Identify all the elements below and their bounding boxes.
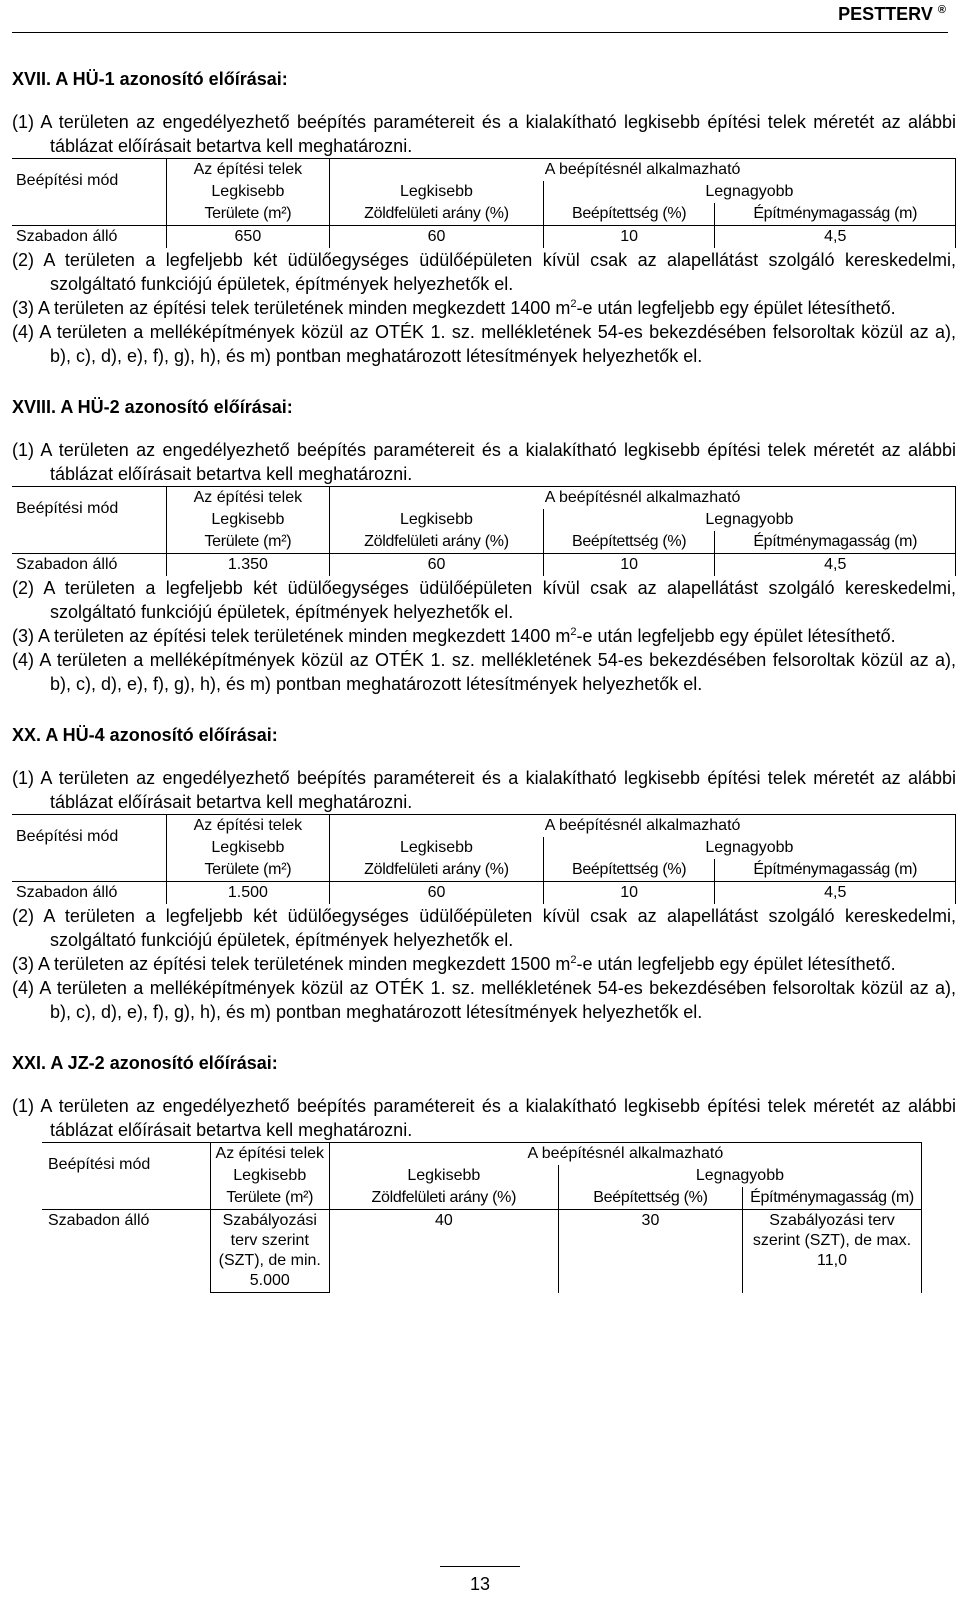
paragraph-3-text-b: -e után legfeljebb egy épület létesíthető. (576, 298, 896, 318)
paragraph-3-text-a: (3) A területen az építési telek területének minden megkezdett 1400 m (12, 298, 571, 318)
col-header-epitmenymagassag: Építménymagasság (m) (743, 1187, 922, 1210)
group-header-telek: Az építési telek (210, 1143, 329, 1166)
mode-header: Beépítési mód (42, 1143, 210, 1188)
footer-divider (440, 1566, 520, 1567)
col-header-beepitettseg: Beépítettség (%) (543, 531, 715, 554)
cell-beepitettseg: 30 (558, 1210, 742, 1293)
paragraph-1: (1) A területen az engedélyezhető beépítés paramétereit és a kialakítható legkisebb építési telek méretét az alábbi táblázat előírásait betartva kell meghatározni. (12, 768, 956, 812)
document-body (12, 68, 956, 1321)
paragraph-3-text-a: (3) A területen az építési telek területének minden megkezdett 1400 m (12, 626, 571, 646)
mode-header: Beépítési mód (12, 487, 166, 532)
col-header-terulete: Területe (m²) (166, 203, 329, 226)
section-title: XXI. A JZ-2 azonosító előírásai: (12, 1053, 278, 1073)
section-jz2 (12, 1052, 956, 1293)
subheader-legkisebb-2: Legkisebb (329, 1165, 558, 1187)
parameter-table (12, 158, 956, 248)
paragraph-3 (12, 296, 956, 320)
cell-zoldfelulet: 60 (330, 554, 544, 577)
col-header-terulete: Területe (m²) (166, 859, 329, 882)
subheader-legnagyobb: Legnagyobb (558, 1165, 921, 1187)
col-header-zoldfelulet: Zöldfelületi arány (%) (330, 531, 544, 554)
paragraph-2: (2) A területen a legfeljebb két üdülőegységes üdülőépületen kívül csak az alapellátást szolgáló kereskedelmi, szolgáltató funkciójú épületek, építmények helyezhetők el. (12, 250, 956, 294)
col-header-beepitettseg: Beépítettség (%) (558, 1187, 742, 1210)
section-title: XVIII. A HÜ-2 azonosító előírásai: (12, 397, 293, 417)
cell-epitmenymagassag: Szabályozási terv szerint (SZT), de max. 11,0 (743, 1210, 922, 1293)
paragraph-1: (1) A területen az engedélyezhető beépítés paramétereit és a kialakítható legkisebb építési telek méretét az alábbi táblázat előírásait betartva kell meghatározni. (12, 112, 956, 156)
col-header-beepitettseg: Beépítettség (%) (543, 203, 715, 226)
row-mode: Szabadon álló (12, 226, 166, 249)
paragraph-3-superscript: 2 (570, 954, 577, 966)
group-header-telek: Az építési telek (166, 159, 329, 182)
row-mode: Szabadon álló (12, 554, 166, 577)
paragraph-1: (1) A területen az engedélyezhető beépítés paramétereit és a kialakítható legkisebb építési telek méretét az alábbi táblázat előírásait betartva kell meghatározni. (12, 440, 956, 484)
col-header-zoldfelulet: Zöldfelületi arány (%) (330, 859, 544, 882)
cell-terulete: Szabályozási terv szerint (SZT), de min. 5.000 (210, 1210, 329, 1293)
paragraph-3-superscript: 2 (570, 298, 577, 310)
cell-terulete: 650 (166, 226, 329, 249)
col-header-epitmenymagassag: Építménymagasság (m) (715, 531, 956, 554)
brand-name: PESTTERV (838, 4, 933, 24)
paragraph-2: (2) A területen a legfeljebb két üdülőegységes üdülőépületen kívül csak az alapellátást szolgáló kereskedelmi, szolgáltató funkciójú épületek, építmények helyezhetők el. (12, 906, 956, 950)
section-title: XX. A HÜ-4 azonosító előírásai: (12, 725, 278, 745)
cell-zoldfelulet: 60 (330, 882, 544, 905)
paragraph-4: (4) A területen a melléképítmények közül az OTÉK 1. sz. mellékletének 54-es bekezdésében felsoroltak közül az a), b), c), d), e), f), g), h), és m) pontban meghatározott létesítmények helyezhetők el. (12, 978, 956, 1022)
section-hu4 (12, 724, 956, 1024)
subheader-legkisebb-2: Legkisebb (330, 837, 544, 859)
parameter-table (42, 1142, 922, 1293)
parameter-table (12, 486, 956, 576)
paragraph-4: (4) A területen a melléképítmények közül az OTÉK 1. sz. mellékletének 54-es bekezdésében felsoroltak közül az a), b), c), d), e), f), g), h), és m) pontban meghatározott létesítmények helyezhetők el. (12, 322, 956, 366)
section-hu1 (12, 68, 956, 368)
col-header-terulete: Területe (m²) (166, 531, 329, 554)
col-header-zoldfelulet: Zöldfelületi arány (%) (330, 203, 544, 226)
row-mode: Szabadon álló (12, 882, 166, 905)
subheader-legkisebb-1: Legkisebb (166, 509, 329, 531)
col-header-epitmenymagassag: Építménymagasság (m) (715, 859, 956, 882)
cell-zoldfelulet: 60 (330, 226, 544, 249)
empty-cell (42, 1187, 210, 1210)
group-header-beepites: A beépítésnél alkalmazható (330, 159, 956, 182)
cell-terulete: 1.350 (166, 554, 329, 577)
paragraph-3 (12, 952, 956, 976)
subheader-legkisebb-1: Legkisebb (166, 837, 329, 859)
subheader-legnagyobb: Legnagyobb (543, 181, 955, 203)
section-title: XVII. A HÜ-1 azonosító előírásai: (12, 69, 288, 89)
subheader-legkisebb-2: Legkisebb (330, 509, 544, 531)
paragraph-3-text-b: -e után legfeljebb egy épület létesíthető. (576, 626, 896, 646)
paragraph-3 (12, 624, 956, 648)
cell-terulete: 1.500 (166, 882, 329, 905)
subheader-legkisebb-2: Legkisebb (330, 181, 544, 203)
paragraph-3-superscript: 2 (570, 626, 577, 638)
subheader-legkisebb-1: Legkisebb (210, 1165, 329, 1187)
col-header-epitmenymagassag: Építménymagasság (m) (715, 203, 956, 226)
empty-cell (12, 859, 166, 882)
empty-cell (12, 203, 166, 226)
subheader-legnagyobb: Legnagyobb (543, 837, 955, 859)
mode-header: Beépítési mód (12, 159, 166, 204)
paragraph-3-text-b: -e után legfeljebb egy épület létesíthető. (576, 954, 896, 974)
row-mode: Szabadon álló (42, 1210, 210, 1293)
paragraph-4: (4) A területen a melléképítmények közül az OTÉK 1. sz. mellékletének 54-es bekezdésében felsoroltak közül az a), b), c), d), e), f), g), h), és m) pontban meghatározott létesítmények helyezhetők el. (12, 650, 956, 694)
subheader-legkisebb-1: Legkisebb (166, 181, 329, 203)
cell-beepitettseg: 10 (543, 554, 715, 577)
paragraph-3-text-a: (3) A területen az építési telek területének minden megkezdett 1500 m (12, 954, 571, 974)
paragraph-1: (1) A területen az engedélyezhető beépítés paramétereit és a kialakítható legkisebb építési telek méretét az alábbi táblázat előírásait betartva kell meghatározni. (12, 1096, 956, 1140)
group-header-telek: Az építési telek (166, 487, 329, 510)
section-hu2 (12, 396, 956, 696)
group-header-beepites: A beépítésnél alkalmazható (329, 1143, 921, 1166)
cell-epitmenymagassag: 4,5 (715, 226, 956, 249)
mode-header: Beépítési mód (12, 815, 166, 860)
col-header-beepitettseg: Beépítettség (%) (543, 859, 715, 882)
cell-epitmenymagassag: 4,5 (715, 554, 956, 577)
group-header-beepites: A beépítésnél alkalmazható (330, 815, 956, 838)
group-header-beepites: A beépítésnél alkalmazható (330, 487, 956, 510)
page-number: 13 (469, 1574, 491, 1594)
cell-beepitettseg: 10 (543, 882, 715, 905)
page-header (838, 4, 946, 25)
col-header-terulete: Területe (m²) (210, 1187, 329, 1210)
registered-mark: ® (937, 4, 946, 16)
empty-cell (12, 531, 166, 554)
header-divider (12, 32, 948, 33)
subheader-legnagyobb: Legnagyobb (543, 509, 955, 531)
paragraph-2: (2) A területen a legfeljebb két üdülőegységes üdülőépületen kívül csak az alapellátást szolgáló kereskedelmi, szolgáltató funkciójú épületek, építmények helyezhetők el. (12, 578, 956, 622)
cell-epitmenymagassag: 4,5 (715, 882, 956, 905)
parameter-table (12, 814, 956, 904)
group-header-telek: Az építési telek (166, 815, 329, 838)
cell-beepitettseg: 10 (543, 226, 715, 249)
cell-zoldfelulet: 40 (329, 1210, 558, 1293)
col-header-zoldfelulet: Zöldfelületi arány (%) (329, 1187, 558, 1210)
